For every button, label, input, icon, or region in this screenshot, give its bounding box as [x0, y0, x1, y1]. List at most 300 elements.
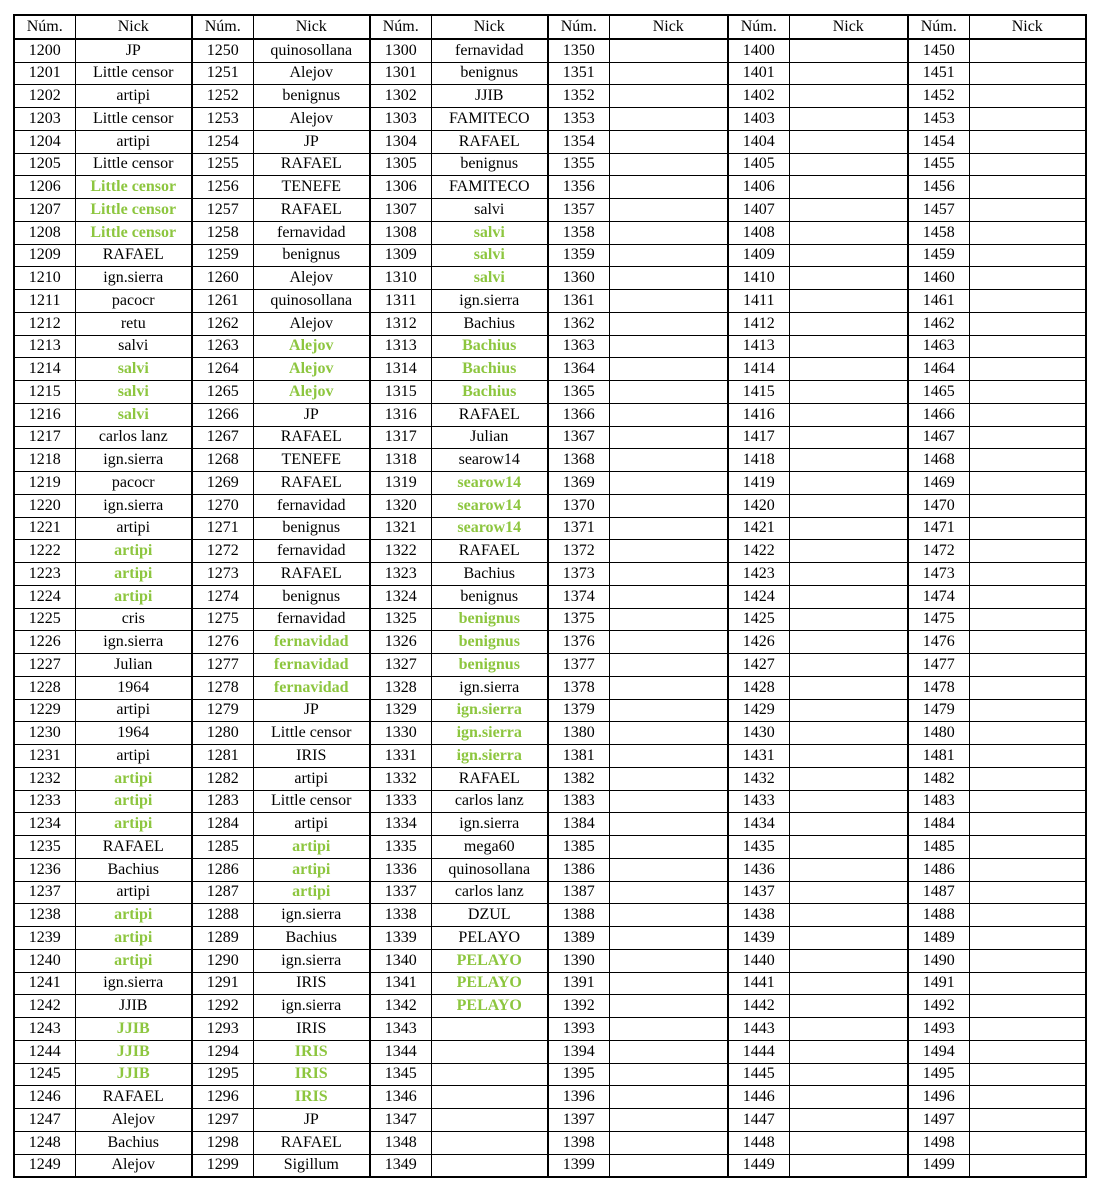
- entry-nick: [609, 108, 728, 131]
- entry-number: 1339: [370, 927, 431, 950]
- table-row: [14, 290, 1086, 313]
- entry-nick: ign.sierra: [431, 676, 548, 699]
- entry-nick: artipi: [75, 813, 192, 836]
- entry-number: 1466: [908, 403, 969, 426]
- entry-number: 1216: [14, 403, 75, 426]
- entry-number: 1271: [192, 517, 253, 540]
- entry-nick: artipi: [75, 949, 192, 972]
- table-row: [14, 836, 1086, 859]
- entry-nick: JP: [75, 39, 192, 62]
- entry-nick: Bachius: [431, 335, 548, 358]
- entry-number: 1306: [370, 176, 431, 199]
- entry-number: 1272: [192, 540, 253, 563]
- entry-number: 1229: [14, 699, 75, 722]
- entry-number: 1332: [370, 767, 431, 790]
- entry-number: 1379: [548, 699, 609, 722]
- entry-nick: [609, 1063, 728, 1086]
- table-row: [14, 199, 1086, 222]
- entry-nick: Alejov: [75, 1154, 192, 1177]
- entry-nick: fernavidad: [253, 631, 370, 654]
- entry-number: 1490: [908, 949, 969, 972]
- entry-number: 1484: [908, 813, 969, 836]
- entry-nick: artipi: [75, 699, 192, 722]
- entry-number: 1493: [908, 1018, 969, 1041]
- entry-number: 1238: [14, 904, 75, 927]
- entry-nick: [969, 1040, 1086, 1063]
- entry-nick: artipi: [75, 767, 192, 790]
- entry-nick: [969, 381, 1086, 404]
- entry-nick: ign.sierra: [253, 995, 370, 1018]
- entry-nick: Little censor: [75, 221, 192, 244]
- entry-nick: [969, 949, 1086, 972]
- entry-number: 1233: [14, 790, 75, 813]
- table-row: [14, 494, 1086, 517]
- entry-number: 1474: [908, 585, 969, 608]
- entry-number: 1398: [548, 1131, 609, 1154]
- entry-nick: artipi: [75, 881, 192, 904]
- entry-nick: quinosollana: [431, 858, 548, 881]
- table-row: [14, 813, 1086, 836]
- entry-nick: [969, 267, 1086, 290]
- entry-nick: [789, 722, 908, 745]
- entry-number: 1327: [370, 654, 431, 677]
- entry-number: 1387: [548, 881, 609, 904]
- entry-nick: RAFAEL: [431, 767, 548, 790]
- entry-nick: artipi: [75, 517, 192, 540]
- entry-nick: [969, 836, 1086, 859]
- entry-number: 1228: [14, 676, 75, 699]
- entry-nick: [789, 1109, 908, 1132]
- entry-nick: Bachius: [75, 858, 192, 881]
- entry-nick: salvi: [75, 335, 192, 358]
- entry-nick: [609, 1018, 728, 1041]
- entry-number: 1430: [728, 722, 789, 745]
- entry-number: 1307: [370, 199, 431, 222]
- entry-number: 1449: [728, 1154, 789, 1177]
- entry-nick: [609, 1154, 728, 1177]
- entry-nick: Alejov: [253, 267, 370, 290]
- table-row: [14, 608, 1086, 631]
- table-row: [14, 1131, 1086, 1154]
- entry-number: 1364: [548, 358, 609, 381]
- entry-number: 1487: [908, 881, 969, 904]
- entry-nick: [969, 312, 1086, 335]
- entry-number: 1288: [192, 904, 253, 927]
- entry-nick: [789, 403, 908, 426]
- entry-nick: [609, 790, 728, 813]
- entry-nick: [789, 130, 908, 153]
- entry-number: 1414: [728, 358, 789, 381]
- entry-nick: artipi: [75, 563, 192, 586]
- entry-number: 1202: [14, 85, 75, 108]
- entry-number: 1371: [548, 517, 609, 540]
- entry-nick: artipi: [253, 881, 370, 904]
- entry-number: 1473: [908, 563, 969, 586]
- entry-number: 1382: [548, 767, 609, 790]
- entry-nick: [609, 267, 728, 290]
- entry-number: 1282: [192, 767, 253, 790]
- entry-number: 1326: [370, 631, 431, 654]
- entry-number: 1267: [192, 426, 253, 449]
- entry-nick: [789, 517, 908, 540]
- entry-number: 1403: [728, 108, 789, 131]
- entry-nick: [609, 1040, 728, 1063]
- entry-nick: [609, 290, 728, 313]
- entry-nick: [969, 176, 1086, 199]
- entry-nick: [969, 699, 1086, 722]
- entry-nick: JJIB: [75, 1040, 192, 1063]
- entry-nick: [431, 1154, 548, 1177]
- entry-nick: [789, 563, 908, 586]
- entry-number: 1236: [14, 858, 75, 881]
- entry-number: 1361: [548, 290, 609, 313]
- entry-number: 1304: [370, 130, 431, 153]
- entry-number: 1341: [370, 972, 431, 995]
- entry-number: 1462: [908, 312, 969, 335]
- entry-number: 1422: [728, 540, 789, 563]
- entry-nick: [609, 403, 728, 426]
- entry-nick: [789, 1063, 908, 1086]
- entry-number: 1340: [370, 949, 431, 972]
- entry-nick: [969, 517, 1086, 540]
- entry-number: 1252: [192, 85, 253, 108]
- entry-number: 1496: [908, 1086, 969, 1109]
- entry-number: 1260: [192, 267, 253, 290]
- entry-nick: [969, 813, 1086, 836]
- table-row: [14, 1086, 1086, 1109]
- entry-number: 1263: [192, 335, 253, 358]
- entry-nick: [431, 1040, 548, 1063]
- entry-number: 1480: [908, 722, 969, 745]
- entry-nick: artipi: [75, 585, 192, 608]
- table-row: [14, 722, 1086, 745]
- entry-nick: [789, 927, 908, 950]
- entry-nick: ign.sierra: [431, 745, 548, 768]
- entry-nick: Alejov: [253, 358, 370, 381]
- table-row: [14, 153, 1086, 176]
- entry-number: 1214: [14, 358, 75, 381]
- entry-nick: [969, 221, 1086, 244]
- entry-number: 1270: [192, 494, 253, 517]
- entry-number: 1331: [370, 745, 431, 768]
- table-row: [14, 631, 1086, 654]
- entry-nick: [789, 949, 908, 972]
- entry-nick: PELAYO: [431, 927, 548, 950]
- entry-nick: [969, 426, 1086, 449]
- entry-nick: 1964: [75, 722, 192, 745]
- entry-nick: [431, 1109, 548, 1132]
- entry-nick: RAFAEL: [431, 540, 548, 563]
- entry-nick: [789, 608, 908, 631]
- table-row: [14, 176, 1086, 199]
- entry-nick: [609, 381, 728, 404]
- entry-nick: [789, 972, 908, 995]
- entry-number: 1433: [728, 790, 789, 813]
- entry-number: 1367: [548, 426, 609, 449]
- entry-number: 1310: [370, 267, 431, 290]
- entry-number: 1324: [370, 585, 431, 608]
- entry-number: 1281: [192, 745, 253, 768]
- entry-number: 1358: [548, 221, 609, 244]
- entry-nick: searow14: [431, 517, 548, 540]
- entry-number: 1248: [14, 1131, 75, 1154]
- entry-nick: [969, 108, 1086, 131]
- table-row: [14, 699, 1086, 722]
- entry-nick: [609, 540, 728, 563]
- entry-number: 1468: [908, 449, 969, 472]
- entry-nick: [789, 108, 908, 131]
- entry-nick: [969, 767, 1086, 790]
- entry-nick: [609, 39, 728, 62]
- entry-nick: RAFAEL: [75, 244, 192, 267]
- entry-nick: Bachius: [431, 358, 548, 381]
- entry-number: 1434: [728, 813, 789, 836]
- entry-nick: benignus: [253, 85, 370, 108]
- entry-nick: fernavidad: [253, 608, 370, 631]
- entry-number: 1385: [548, 836, 609, 859]
- entry-number: 1211: [14, 290, 75, 313]
- entry-nick: JP: [253, 1109, 370, 1132]
- entry-nick: Bachius: [253, 927, 370, 950]
- entry-number: 1201: [14, 62, 75, 85]
- entry-number: 1221: [14, 517, 75, 540]
- entry-number: 1206: [14, 176, 75, 199]
- entry-number: 1227: [14, 654, 75, 677]
- table-row: [14, 904, 1086, 927]
- entry-nick: [609, 972, 728, 995]
- entry-nick: [789, 1154, 908, 1177]
- entry-nick: Little censor: [75, 199, 192, 222]
- table-row: [14, 130, 1086, 153]
- entry-nick: [609, 176, 728, 199]
- entry-number: 1483: [908, 790, 969, 813]
- entry-number: 1390: [548, 949, 609, 972]
- entry-nick: [969, 153, 1086, 176]
- entry-number: 1485: [908, 836, 969, 859]
- entry-nick: [969, 631, 1086, 654]
- entry-nick: artipi: [75, 927, 192, 950]
- entry-nick: [789, 85, 908, 108]
- entry-number: 1200: [14, 39, 75, 62]
- entry-nick: carlos lanz: [431, 881, 548, 904]
- entry-number: 1452: [908, 85, 969, 108]
- entry-nick: [969, 358, 1086, 381]
- table-row: [14, 540, 1086, 563]
- entry-nick: [431, 1018, 548, 1041]
- entry-nick: [969, 745, 1086, 768]
- num-header: Núm.: [370, 15, 431, 39]
- entry-number: 1469: [908, 472, 969, 495]
- entry-number: 1237: [14, 881, 75, 904]
- entry-number: 1352: [548, 85, 609, 108]
- entry-number: 1312: [370, 312, 431, 335]
- entry-number: 1428: [728, 676, 789, 699]
- entry-nick: Bachius: [431, 563, 548, 586]
- entry-nick: IRIS: [253, 1086, 370, 1109]
- entry-number: 1410: [728, 267, 789, 290]
- entry-number: 1432: [728, 767, 789, 790]
- entry-nick: [969, 1109, 1086, 1132]
- entry-nick: [789, 244, 908, 267]
- nick-header: Nick: [789, 15, 908, 39]
- entry-number: 1336: [370, 858, 431, 881]
- entry-number: 1394: [548, 1040, 609, 1063]
- entry-nick: benignus: [253, 244, 370, 267]
- entry-number: 1231: [14, 745, 75, 768]
- entry-nick: benignus: [253, 517, 370, 540]
- entry-nick: Alejov: [253, 381, 370, 404]
- entry-number: 1297: [192, 1109, 253, 1132]
- entry-number: 1309: [370, 244, 431, 267]
- entry-number: 1223: [14, 563, 75, 586]
- entry-number: 1440: [728, 949, 789, 972]
- entry-nick: artipi: [253, 858, 370, 881]
- entry-nick: ign.sierra: [75, 494, 192, 517]
- entry-nick: [789, 176, 908, 199]
- entry-number: 1412: [728, 312, 789, 335]
- entry-number: 1261: [192, 290, 253, 313]
- entry-number: 1488: [908, 904, 969, 927]
- entry-number: 1347: [370, 1109, 431, 1132]
- entry-nick: Julian: [75, 654, 192, 677]
- entry-nick: ign.sierra: [75, 631, 192, 654]
- entry-number: 1405: [728, 153, 789, 176]
- entry-number: 1357: [548, 199, 609, 222]
- entry-nick: ign.sierra: [75, 449, 192, 472]
- entry-number: 1208: [14, 221, 75, 244]
- entry-number: 1426: [728, 631, 789, 654]
- entry-number: 1454: [908, 130, 969, 153]
- entry-number: 1325: [370, 608, 431, 631]
- entry-nick: DZUL: [431, 904, 548, 927]
- num-header: Núm.: [192, 15, 253, 39]
- entry-nick: [789, 494, 908, 517]
- entry-nick: [789, 358, 908, 381]
- entry-number: 1407: [728, 199, 789, 222]
- entry-number: 1268: [192, 449, 253, 472]
- entry-nick: [609, 608, 728, 631]
- entry-nick: [969, 494, 1086, 517]
- entry-number: 1311: [370, 290, 431, 313]
- entry-number: 1296: [192, 1086, 253, 1109]
- entry-nick: RAFAEL: [253, 199, 370, 222]
- entry-number: 1274: [192, 585, 253, 608]
- entry-nick: [969, 585, 1086, 608]
- entry-number: 1242: [14, 995, 75, 1018]
- nick-header: Nick: [969, 15, 1086, 39]
- entry-nick: [609, 858, 728, 881]
- entry-nick: [789, 904, 908, 927]
- entry-number: 1356: [548, 176, 609, 199]
- table-row: [14, 972, 1086, 995]
- entry-number: 1256: [192, 176, 253, 199]
- entry-number: 1479: [908, 699, 969, 722]
- entry-number: 1389: [548, 927, 609, 950]
- entry-number: 1435: [728, 836, 789, 859]
- entry-number: 1359: [548, 244, 609, 267]
- entry-nick: [609, 1131, 728, 1154]
- entry-nick: [789, 62, 908, 85]
- entry-number: 1354: [548, 130, 609, 153]
- entry-number: 1276: [192, 631, 253, 654]
- entry-number: 1323: [370, 563, 431, 586]
- table-row: [14, 858, 1086, 881]
- entry-number: 1372: [548, 540, 609, 563]
- entry-nick: searow14: [431, 449, 548, 472]
- entry-nick: pacocr: [75, 472, 192, 495]
- entry-nick: salvi: [75, 403, 192, 426]
- entry-nick: [969, 790, 1086, 813]
- entry-number: 1240: [14, 949, 75, 972]
- entry-number: 1269: [192, 472, 253, 495]
- table-row: [14, 1063, 1086, 1086]
- table-row: [14, 1018, 1086, 1041]
- entry-number: 1478: [908, 676, 969, 699]
- entry-number: 1319: [370, 472, 431, 495]
- entry-number: 1225: [14, 608, 75, 631]
- entry-number: 1378: [548, 676, 609, 699]
- entry-number: 1499: [908, 1154, 969, 1177]
- entry-number: 1392: [548, 995, 609, 1018]
- entry-number: 1303: [370, 108, 431, 131]
- table-row: [14, 108, 1086, 131]
- entry-number: 1498: [908, 1131, 969, 1154]
- entry-number: 1338: [370, 904, 431, 927]
- entry-number: 1353: [548, 108, 609, 131]
- entry-number: 1313: [370, 335, 431, 358]
- entry-number: 1300: [370, 39, 431, 62]
- entry-number: 1408: [728, 221, 789, 244]
- entry-nick: RAFAEL: [253, 563, 370, 586]
- entry-nick: [789, 312, 908, 335]
- entry-number: 1381: [548, 745, 609, 768]
- entry-nick: [431, 1086, 548, 1109]
- entry-number: 1370: [548, 494, 609, 517]
- entry-nick: [969, 1086, 1086, 1109]
- nick-header: Nick: [75, 15, 192, 39]
- entry-nick: Alejov: [253, 312, 370, 335]
- entry-number: 1351: [548, 62, 609, 85]
- entry-nick: [969, 244, 1086, 267]
- entry-nick: salvi: [431, 221, 548, 244]
- entry-number: 1419: [728, 472, 789, 495]
- entry-nick: [969, 563, 1086, 586]
- entry-nick: Bachius: [431, 312, 548, 335]
- entry-number: 1429: [728, 699, 789, 722]
- entry-nick: ign.sierra: [431, 699, 548, 722]
- entry-number: 1283: [192, 790, 253, 813]
- entry-number: 1289: [192, 927, 253, 950]
- table-row: [14, 221, 1086, 244]
- entry-number: 1292: [192, 995, 253, 1018]
- entry-number: 1262: [192, 312, 253, 335]
- entry-nick: [969, 199, 1086, 222]
- entry-nick: ign.sierra: [75, 972, 192, 995]
- entry-number: 1471: [908, 517, 969, 540]
- table-row: [14, 39, 1086, 62]
- entry-nick: [969, 995, 1086, 1018]
- entry-number: 1401: [728, 62, 789, 85]
- entry-nick: Little censor: [75, 62, 192, 85]
- entry-number: 1418: [728, 449, 789, 472]
- entry-number: 1472: [908, 540, 969, 563]
- entry-number: 1464: [908, 358, 969, 381]
- entry-nick: [609, 153, 728, 176]
- entry-number: 1295: [192, 1063, 253, 1086]
- entry-number: 1400: [728, 39, 789, 62]
- entry-number: 1427: [728, 654, 789, 677]
- entry-nick: [969, 654, 1086, 677]
